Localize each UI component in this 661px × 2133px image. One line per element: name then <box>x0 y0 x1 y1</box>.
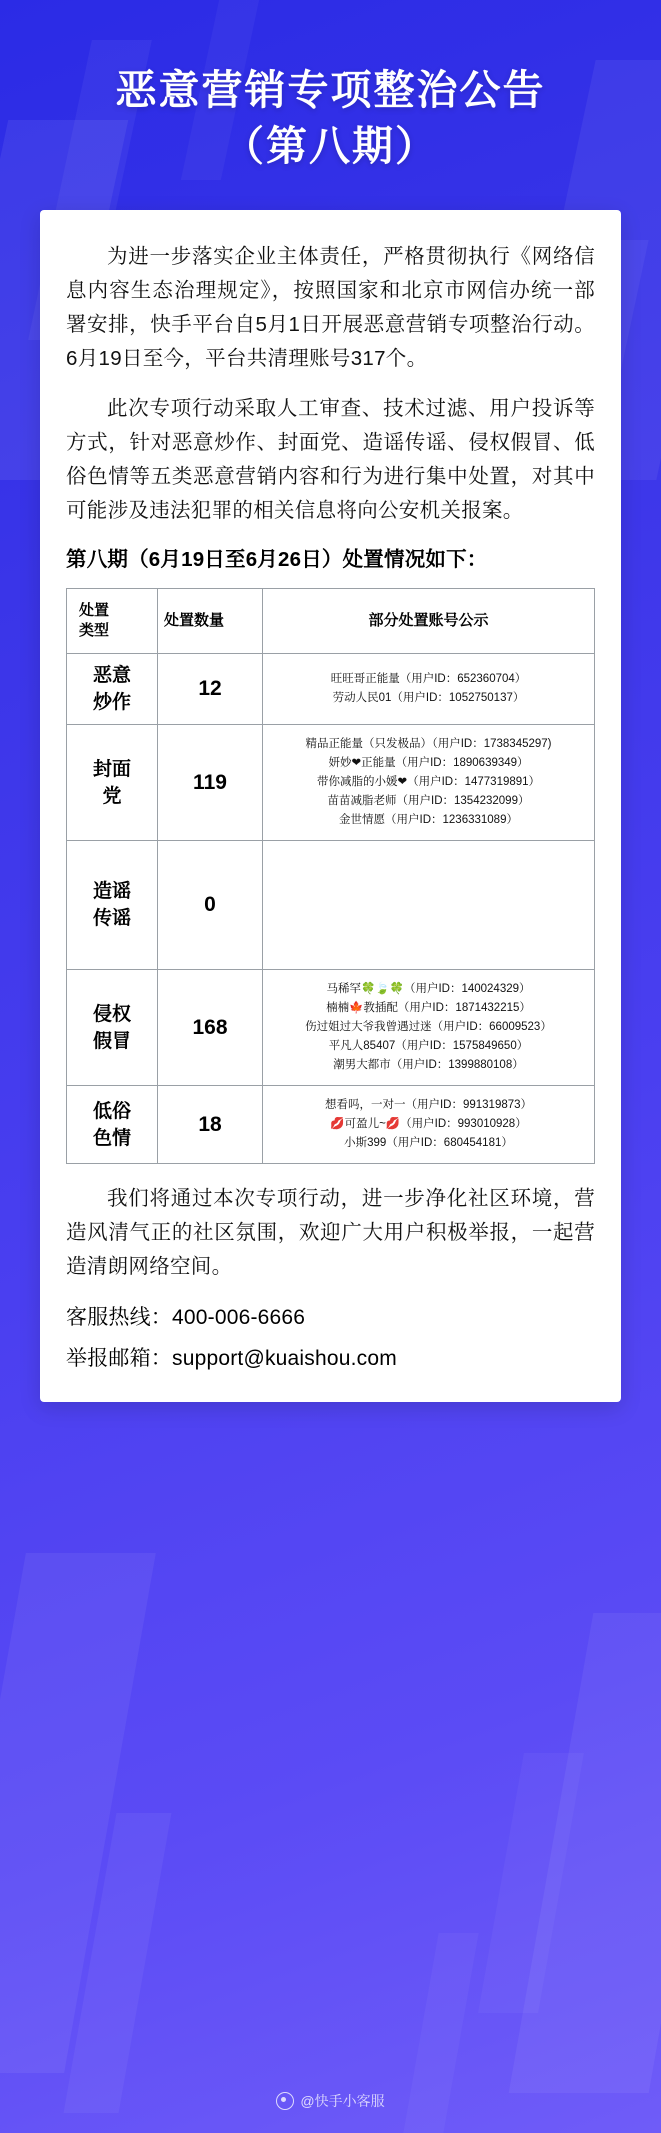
title-line-1: 恶意营销专项整治公告 <box>115 67 546 113</box>
announcement-card <box>40 210 621 1402</box>
paragraph-intro: 为进一步落实企业主体责任，严格贯彻执行《网络信息内容生态治理规定》，按照国家和北京市网信办统一部署安排，快手平台自5月1日开展恶意营销专项整治行动。6月19日至今，平台共清理账号317个。 <box>66 245 595 370</box>
row-type-line2: 色情 <box>92 1127 131 1149</box>
row-type-line2: 假冒 <box>92 1030 131 1052</box>
background-stripe <box>478 1753 584 2013</box>
weibo-icon <box>276 2092 294 2110</box>
footer <box>0 2091 661 2115</box>
row-type-line2: 炒作 <box>92 692 131 713</box>
row-type-cell <box>67 725 158 841</box>
row-count-cell: 119 <box>158 725 263 841</box>
background-stripe <box>64 1813 172 2113</box>
row-type-line2: 党 <box>102 785 122 807</box>
account-entry: 小斯399（用户ID：680454181） <box>344 1137 513 1149</box>
section-subheading: 第八期（6月19日至6月26日）处置情况如下： <box>66 548 488 571</box>
column-header-accounts-label: 部分处置账号公示 <box>368 612 489 629</box>
row-count-cell: 12 <box>158 654 263 725</box>
account-entry: 带你减脂的小媛❤（用户ID：1477319891） <box>316 776 541 788</box>
account-entry: 💋可盈儿~💋（用户ID：993010928） <box>330 1118 527 1130</box>
background-stripe <box>0 1553 156 2073</box>
row-count-cell: 18 <box>158 1086 263 1164</box>
row-count-cell: 0 <box>158 841 263 970</box>
paragraph-measures: 此次专项行动采取人工审查、技术过滤、用户投诉等方式，针对恶意炒作、封面党、造谣传谣、侵权假冒、低俗色情等五类恶意营销内容和行为进行集中处置，对其中可能涉及违法犯罪的相关信息将向公安机关报案。 <box>66 397 595 522</box>
row-type-cell <box>67 654 158 725</box>
poster-title <box>0 0 661 174</box>
account-entry: 想看吗，一对一（用户ID：991319873） <box>324 1099 533 1111</box>
account-entry: 潮男大都市（用户ID：1399880108） <box>333 1059 524 1071</box>
footer-account-label: @快手小客服 <box>300 2093 385 2109</box>
account-entry: 伤过姐过大爷我曾遇过迷（用户ID：66009523） <box>305 1021 552 1033</box>
row-type-line1: 造谣 <box>92 881 131 902</box>
row-type-line1: 恶意 <box>92 665 131 686</box>
account-entry: 劳动人民01（用户ID：1052750137） <box>332 692 525 704</box>
row-type-line2: 传谣 <box>92 908 131 929</box>
column-header-count <box>158 589 263 654</box>
row-type-cell <box>67 1086 158 1164</box>
account-entry: 马稀罕🍀🍃🍀（用户ID：140024329） <box>326 983 531 995</box>
row-type-line1: 封面 <box>92 758 131 780</box>
column-header-accounts <box>263 589 595 654</box>
row-accounts-cell <box>263 1086 595 1164</box>
account-entry: 精品正能量（只发极品）（用户ID：1738345297) <box>305 738 552 750</box>
footer-account <box>276 2091 384 2111</box>
account-entry: 旺旺哥正能量（用户ID：652360704） <box>330 673 527 685</box>
row-type-line1: 低俗 <box>92 1100 131 1122</box>
table-row <box>67 970 595 1086</box>
hotline-text: 客服热线：400-006-6666 <box>66 1306 306 1329</box>
row-type-cell <box>67 970 158 1086</box>
title-line-2: （第八期） <box>223 123 438 169</box>
table-row <box>67 725 595 841</box>
account-entry: 妍妙❤正能量（用户ID：1890639349） <box>328 757 529 769</box>
row-accounts-cell <box>263 725 595 841</box>
table-body <box>67 654 595 1164</box>
account-entry: 金世情愿（用户ID：1236331089） <box>339 814 518 826</box>
email-text: 举报邮箱：support@kuaishou.com <box>66 1347 397 1370</box>
row-type-line1: 侵权 <box>92 1003 131 1025</box>
table-row <box>67 841 595 970</box>
row-accounts-cell <box>263 841 595 970</box>
column-header-type <box>67 589 158 654</box>
column-header-count-label: 处置数量 <box>164 612 225 629</box>
account-entry: 楠楠🍁教插配（用户ID：1871432215） <box>326 1002 531 1014</box>
row-accounts-cell <box>263 970 595 1086</box>
disposal-table <box>66 588 595 1164</box>
account-entry: 平凡人85407（用户ID：1575849650） <box>328 1040 529 1052</box>
account-entry: 苗苗减脂老师（用户ID：1354232099） <box>327 795 530 807</box>
table-header-row <box>67 589 595 654</box>
table-row <box>67 1086 595 1164</box>
paragraph-closing: 我们将通过本次专项行动，进一步净化社区环境，营造风清气正的社区氛围，欢迎广大用户积极举报，一起营造清朗网络空间。 <box>66 1187 595 1278</box>
column-header-type-line2: 类型 <box>79 622 110 639</box>
table-header <box>67 589 595 654</box>
background-stripe <box>509 1613 661 2093</box>
table-row <box>67 654 595 725</box>
row-type-cell <box>67 841 158 970</box>
row-accounts-cell <box>263 654 595 725</box>
column-header-type-line1: 处置 <box>79 602 110 619</box>
row-count-cell: 168 <box>158 970 263 1086</box>
